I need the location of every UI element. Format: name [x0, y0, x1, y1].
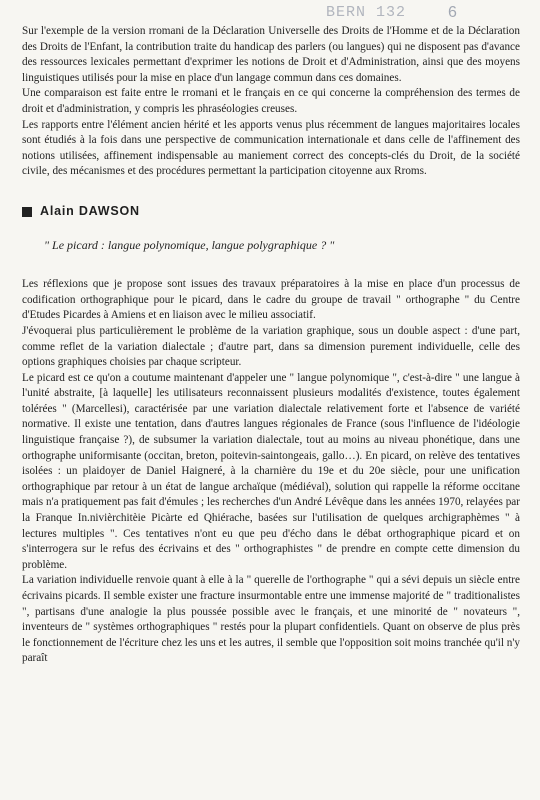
- intro-paragraph: Une comparaison est faite entre le rromani et le français en ce qui concerne la compréhension des termes de droit et d'administration, y compris les phraséologies creuses.: [22, 87, 520, 115]
- intro-abstract: [22, 24, 520, 180]
- document-page: [22, 24, 520, 667]
- body-paragraph: J'évoquerai plus particulièrement le problème de la variation graphique, sous un double aspect : d'une part, comme reflet de la variation dialectale ; d'autre part, dans sa dimension purement individuelle, celle des options graphiques choisies par chaque scripteur.: [22, 324, 520, 369]
- intro-paragraph: Sur l'exemple de la version rromani de la Déclaration Universelle des Droits de l'Homme et de la Déclaration des Droits de l'Enfant, la contribution traite du handicap des parlers (ou langues) qui ne disposent pas d'avance des ressources lexicales permettant d'exprimer les notions de Droit et d'Administration, ainsi que des moyens linguistiques utilisés pour la mise en place d'un langage commun dans ces domaines.: [22, 25, 520, 84]
- bullet-square-icon: [22, 207, 32, 217]
- author-name: Alain DAWSON: [40, 203, 140, 218]
- library-stamp: BERN 132: [326, 4, 407, 21]
- article-body: [22, 277, 520, 667]
- library-stamp-suffix: 6: [448, 4, 457, 21]
- body-paragraph: Les réflexions que je propose sont issues des travaux préparatoires à la mise en place d'un processus de codification orthographique pour le picard, dans le cadre du groupe de travail " orthographe " du Centre d'Etudes Picardes à Amiens et en liaison avec le milieu associatif.: [22, 278, 520, 322]
- author-heading: [22, 204, 520, 220]
- intro-paragraph: Les rapports entre l'élément ancien hérité et les apports venus plus récemment de langues majoritaires locales sont étudiés à la fois dans une perspective de communication internationale et dans celle de l'affinement des notions utilisées, affinement indispensable au maniement correct des concepts-clés du Droit, de la société civile, des mécanismes et des procédures permettant la participation citoyenne aux Rroms.: [22, 118, 520, 178]
- article-title: " Le picard : langue polynomique, langue polygraphique ? ": [44, 237, 335, 252]
- body-paragraph: La variation individuelle renvoie quant à elle à la " querelle de l'orthographe " qui a sévi depuis un siècle entre écrivains picards. Il semble exister une fracture insurmontable entre une immense majorité de " traditionalistes ", partisans d'une analogie la plus poussée possible avec le français, et une minorité de " novateurs ", inventeurs de " systèmes orthographiques " restés pour la plupart confidentiels. Quant on observe de plus près le fonctionnement de l'écriture chez les uns et les autres, il semble que l'opposition soit moins tranchée qu'il n'y paraît: [22, 574, 520, 665]
- body-paragraph: Le picard est ce qu'on a coutume maintenant d'appeler une " langue polynomique ", c'est-à-dire " une langue à l'unité abstraite, [à laquelle] les utilisateurs reconnaissent plusieurs modalités d'existence, toutes également tolérées " (Marcellesi), caractérisée par une variation dialectale relativement forte et l'absence de variété normative. Il existe une tentation, dans d'autres langues régionales de France (sous l'influence de l'idéologie linguistique française ?), de subsumer la variation dialectale, tout au moins au niveau phonétique, dans une orthographe uniformisante (occitan, breton, poitevin-saintongeais, gallo…). En picard, on relève des tentatives isolées : un plaidoyer de Daniel Haigneré, à la charnière du 19e et du 20e siècle, pour une unification orthographique par retour à un état de langue archaïque (médiéval), solution qui rappelle la réforme occitane mais n'a pratiquement pas fait d'émules ; les recherches d'un André Lévêque dans les années 1970, relayées par la Franque In.nivièrchitèie Picàrte ed Qhiérache, basées sur l'utilisation de quelques archigraphèmes " à lectures multiples ". Ces tentatives n'ont eu que peu d'écho dans le débat orthographique picard et on s'interrogera sur le refus des écrivains et des " orthographistes " de prendre en compte cette dimension du problème.: [22, 371, 520, 571]
